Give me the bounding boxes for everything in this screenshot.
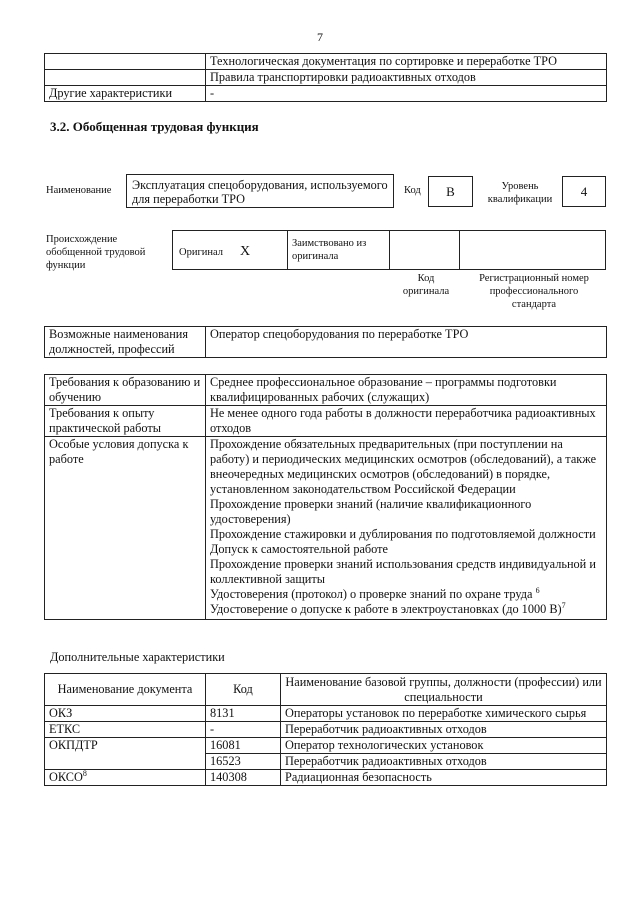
header-name: Наименование базовой группы, должности (профессии) или специальности — [281, 674, 607, 706]
cell-doc — [45, 722, 206, 738]
cell-code: 140308 — [206, 770, 281, 786]
table-cell-value: - — [206, 86, 607, 102]
reg-nomer-caption: Регистрационный номер профессионального стандарта — [479, 273, 589, 310]
requirement-value — [206, 406, 607, 437]
requirement-line: Среднее профессиональное образование – программы подготовки квалифицированных рабочих (служащих) — [210, 375, 557, 404]
table-cell-value: Правила транспортировки радиоактивных отходов — [206, 70, 607, 86]
cell-doc — [45, 706, 206, 722]
cell-code: - — [206, 722, 281, 738]
table-row — [45, 70, 607, 86]
cell-code: 16081 — [206, 738, 281, 754]
table-cell-value: Технологическая документация по сортировке и переработке ТРО — [206, 54, 607, 70]
cell-name: Радиационная безопасность — [281, 770, 607, 786]
proishozhdenie-divider — [459, 230, 460, 270]
requirement-text: Удостоверения (протокол) о проверке знаний по охране труда — [210, 587, 533, 601]
footnote-mark: 6 — [535, 585, 540, 595]
requirements-table — [44, 374, 607, 620]
vozmozhnye-value: Оператор спецоборудования по переработке ТРО — [206, 327, 607, 358]
table-cell-label — [45, 70, 206, 86]
cell-name: Переработчик радиоактивных отходов — [281, 754, 607, 770]
original-mark: X — [240, 244, 251, 259]
requirement-value — [206, 375, 607, 406]
requirement-line: Допуск к самостоятельной работе — [210, 542, 389, 556]
doc-name: ОКПДТР — [49, 738, 98, 752]
cell-code: 16523 — [206, 754, 281, 770]
requirement-line — [210, 587, 602, 602]
requirement-line — [210, 602, 602, 617]
uroven-value: 4 — [580, 184, 588, 199]
table-row — [45, 54, 607, 70]
uroven-box — [562, 176, 606, 207]
table-cell-label — [45, 54, 206, 70]
requirement-line: Не менее одного года работы в должности переработчика радиоактивных отходов — [210, 406, 596, 435]
kod-label: Код — [404, 185, 421, 196]
kod-value: B — [446, 184, 455, 199]
original-label: Оригинал — [179, 247, 223, 258]
table-row — [45, 86, 607, 102]
proishozhdenie-label: Происхождение обобщенной трудовой функции — [46, 234, 146, 271]
doc-name: ЕТКС — [49, 722, 81, 736]
section-title: 3.2. Обобщенная трудовая функция — [50, 119, 259, 134]
table-row — [45, 375, 607, 406]
requirement-line: Прохождение проверки знаний использования средств индивидуальной и коллективной защиты — [210, 557, 596, 586]
table-row — [45, 722, 607, 738]
cell-name: Операторы установок по переработке химического сырья — [281, 706, 607, 722]
requirement-value — [206, 437, 607, 620]
requirement-label: Требования к опыту практической работы — [45, 406, 206, 437]
naimenovanie-label: Наименование — [46, 185, 112, 196]
table-row — [45, 738, 607, 754]
requirement-line: Прохождение обязательных предварительных (при поступлении на работу) и периодических медицинских осмотров (обследований), а также внеочередных медицинских осмотров (обследований) в порядке, установленном законодательством Российской Федерации — [210, 437, 597, 496]
dop-title: Дополнительные характеристики — [50, 650, 225, 664]
cell-doc — [45, 754, 206, 770]
uroven-label: Уровень квалификации — [487, 181, 553, 205]
cell-code: 8131 — [206, 706, 281, 722]
naimenovanie-box — [126, 174, 394, 208]
table-row — [45, 754, 607, 770]
header-code: Код — [206, 674, 281, 706]
dop-table — [44, 673, 607, 786]
zaimstvovano-label: Заимствовано из оригинала — [292, 238, 367, 262]
vozmozhnye-table — [44, 326, 607, 358]
table-row — [45, 327, 607, 358]
table-row — [45, 406, 607, 437]
requirement-label: Особые условия допуска к работе — [45, 437, 206, 620]
requirement-label: Требования к образованию и обучению — [45, 375, 206, 406]
header-doc: Наименование документа — [45, 674, 206, 706]
footnote-mark: 7 — [561, 600, 566, 610]
table-row — [45, 437, 607, 620]
proishozhdenie-divider — [287, 230, 288, 270]
doc-name: ОКСО — [49, 770, 83, 784]
naimenovanie-value: Эксплуатация спецоборудования, используемого для переработки ТРО — [132, 178, 388, 206]
proishozhdenie-divider — [389, 230, 390, 270]
doc-name: ОКЗ — [49, 706, 73, 720]
requirement-line: Прохождение стажировки и дублирования по подготовляемой должности — [210, 527, 596, 541]
cell-name: Оператор технологических установок — [281, 738, 607, 754]
kod-box — [428, 176, 473, 207]
page-number: 7 — [317, 30, 323, 44]
table-row — [45, 770, 607, 786]
requirement-line: Прохождение проверки знаний (наличие квалификационного удостоверения) — [210, 497, 532, 526]
cell-doc — [45, 738, 206, 754]
cell-name: Переработчик радиоактивных отходов — [281, 722, 607, 738]
table-row — [45, 706, 607, 722]
cell-doc — [45, 770, 206, 786]
footnote-mark: 8 — [82, 768, 87, 778]
vozmozhnye-label: Возможные наименования должностей, профессий — [45, 327, 206, 358]
kod-originala-caption: Код оригинала — [402, 273, 450, 297]
table-header-row — [45, 674, 607, 706]
top-characteristics-table — [44, 53, 607, 102]
table-cell-label: Другие характеристики — [45, 86, 206, 102]
requirement-text: Удостоверение о допуске к работе в электроустановках (до 1000 В) — [210, 602, 562, 616]
